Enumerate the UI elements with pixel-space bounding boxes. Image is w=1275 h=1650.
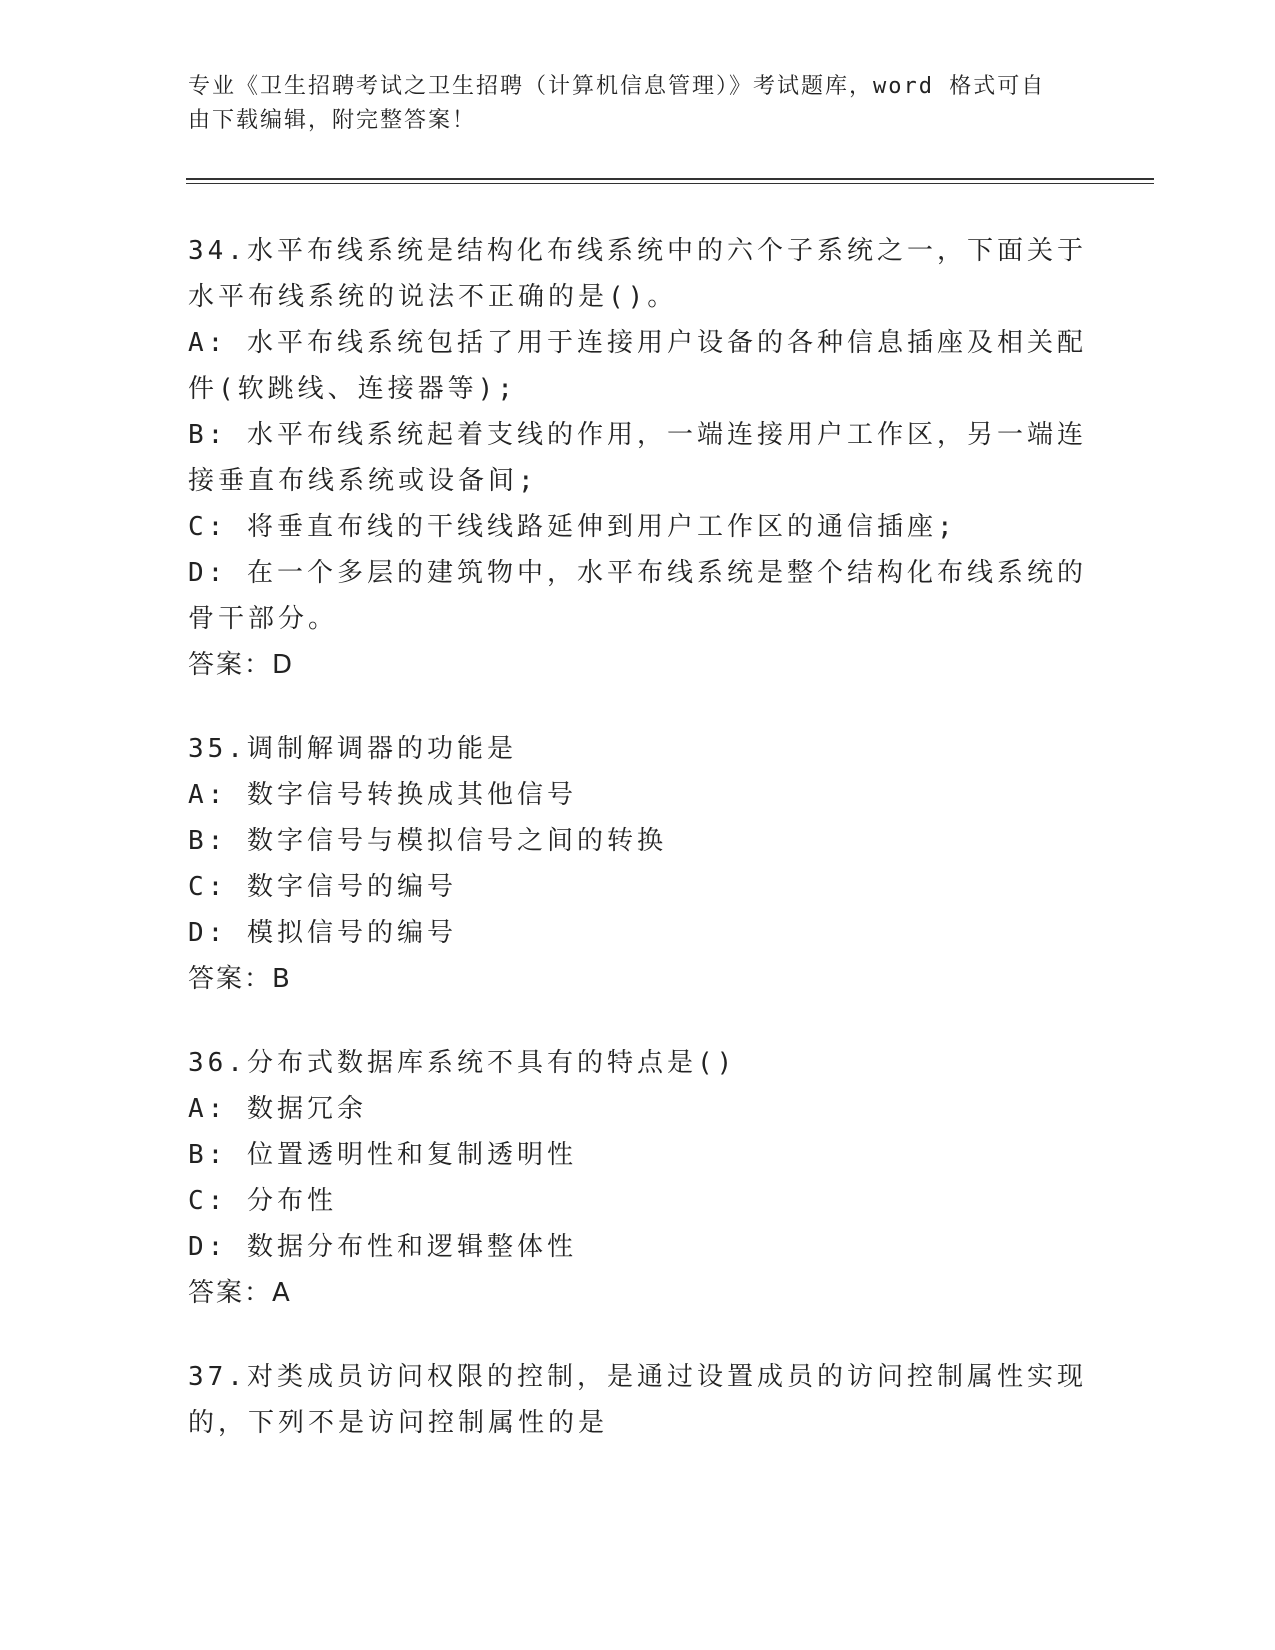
question-34	[188, 228, 1088, 688]
option-b: B: 位置透明性和复制透明性	[188, 1140, 577, 1170]
option-d: D: 数据分布性和逻辑整体性	[188, 1232, 577, 1262]
option-b: B: 数字信号与模拟信号之间的转换	[188, 826, 667, 856]
question-stem: 36.分布式数据库系统不具有的特点是()	[188, 1048, 737, 1078]
option-b: B: 水平布线系统起着支线的作用，一端连接用户工作区，另一端连接垂直布线系统或设备间;	[188, 420, 1087, 496]
question-stem: 34.水平布线系统是结构化布线系统中的六个子系统之一，下面关于水平布线系统的说法不正确的是()。	[188, 236, 1087, 312]
header-rule-thin	[186, 183, 1154, 184]
question-stem: 37.对类成员访问权限的控制，是通过设置成员的访问控制属性实现的，下列不是访问控制属性的是	[188, 1362, 1087, 1438]
answer-text: 答案：A	[188, 1278, 292, 1308]
document-header: 专业《卫生招聘考试之卫生招聘（计算机信息管理）》考试题库，word 格式可自由下载编辑，附完整答案！	[188, 74, 1046, 133]
option-c: C: 数字信号的编号	[188, 872, 457, 902]
header-rule-thick	[186, 178, 1154, 180]
option-c: C: 将垂直布线的干线线路延伸到用户工作区的通信插座;	[188, 512, 957, 542]
option-a: A: 数字信号转换成其他信号	[188, 780, 577, 810]
option-d: D: 模拟信号的编号	[188, 918, 457, 948]
option-a: A: 数据冗余	[188, 1094, 367, 1124]
question-list	[188, 228, 1088, 1484]
question-37	[188, 1354, 1088, 1446]
option-a: A: 水平布线系统包括了用于连接用户设备的各种信息插座及相关配件(软跳线、连接器等);	[188, 328, 1087, 404]
question-36	[188, 1040, 1088, 1316]
option-d: D: 在一个多层的建筑物中，水平布线系统是整个结构化布线系统的骨干部分。	[188, 558, 1087, 634]
answer-text: 答案：B	[188, 964, 292, 994]
answer-text: 答案：D	[188, 650, 295, 680]
option-c: C: 分布性	[188, 1186, 337, 1216]
question-35	[188, 726, 1088, 1002]
question-stem: 35.调制解调器的功能是	[188, 734, 517, 764]
